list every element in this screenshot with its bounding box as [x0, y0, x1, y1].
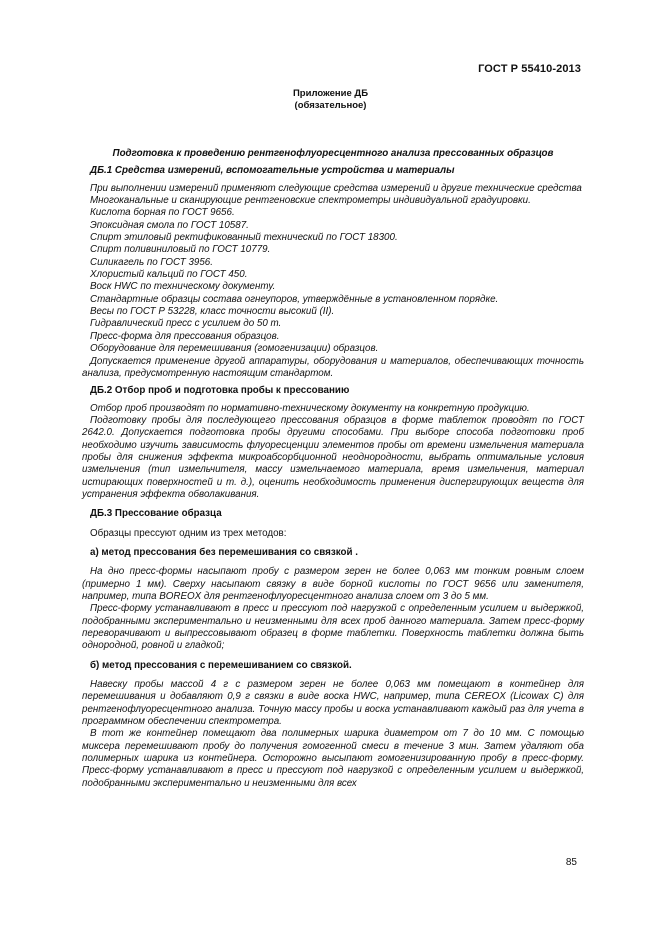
paragraph: Пресс-форму устанавливают в пресс и прессуют под нагрузкой с определенным усилием и выдержкой, подобранными экспериментально и неизменными для всех проб данного материала. Затем пресс-форму переворачивают и выпрессовывают образец в форме таблетки. Поверхность таблетки должна быть однородной, ровной и гладкой; — [82, 603, 584, 652]
section-heading-db2: ДБ.2 Отбор проб и подготовка пробы к прессованию — [90, 385, 350, 397]
list-item: Спирт поливиниловый по ГОСТ 10779. — [90, 244, 271, 256]
paragraph: Многоканальные и сканирующие рентгеновские спектрометры индивидуальной градуировки. — [90, 195, 531, 207]
appendix-title: Приложение ДБ — [292, 88, 369, 99]
paragraph: Подготовку пробы для последующего прессования образцов в форме таблеток проводят по ГОСТ 2642.0. Допускается подготовка пробы другими способами. При выборе способа подготовки проб необходимо изучить зависимость флуоресценции элементов пробы от времени измельчения материала пробы для снижения эффекта микроабсорбционной неоднородности, выбрать оптимальные условия измельчения (тип измельчителя, массу измельчаемого материала, время измельчения, материал истирающих поверхностей и т. д.), оценить необходимость применения диспергирующих веществ для устранения эффекта обволакивания. — [82, 414, 584, 500]
paragraph: Образцы прессуют одним из трех методов: — [90, 527, 287, 539]
paragraph: На дно пресс-формы насыпают пробу с размером зерен не более 0,063 мм тонким ровным слоем (примерно 1 мм). Сверху насыпают связку в виде борной кислоты по ГОСТ 9656 или заменителя, например, типа BOREOX для рентгенофлуоресцентного анализа слоем от 3 до 5 мм. — [82, 566, 584, 602]
paragraph: Навеску пробы массой 4 г с размером зерен не более 0,063 мм помещают в контейнер для перемешивания и добавляют 0,9 г связки в виде воска HWC, например, типа CEREOX (Licowax C) для рентгенофлуоресцентного анализа. Точную массу пробы и воска устанавливают каждый раз для учета в программном обеспечении спектрометра. — [82, 679, 584, 728]
page-number: 85 — [565, 857, 577, 868]
list-item: Силикагель по ГОСТ 3956. — [90, 256, 213, 268]
appendix-status: (обязательное) — [294, 100, 367, 111]
list-item: Гидравлический пресс с усилием до 50 т. — [90, 318, 282, 330]
list-item: Хлористый кальций по ГОСТ 450. — [90, 269, 248, 281]
main-title: Подготовка к проведению рентгенофлуоресцентного анализа прессованных образцов — [112, 148, 554, 159]
paragraph: При выполнении измерений применяют следующие средства измерений и другие технические средства — [90, 182, 582, 194]
method-b-heading: б) метод прессования с перемешиванием со связкой. — [90, 659, 352, 671]
section-heading-db1: ДБ.1 Средства измерений, вспомогательные устройства и материалы — [90, 165, 455, 177]
list-item: Пресс-форма для прессования образцов. — [90, 330, 280, 342]
section-heading-db3: ДБ.3 Прессование образца — [90, 508, 222, 520]
list-item: Эпоксидная смола по ГОСТ 10587. — [90, 219, 249, 231]
standard-number: ГОСТ Р 55410-2013 — [478, 63, 581, 75]
list-item: Стандартные образцы состава огнеупоров, утверждённые в установленном порядке. — [90, 293, 499, 305]
list-item: Весы по ГОСТ Р 53228, класс точности высокий (II). — [90, 306, 335, 318]
paragraph: В тот же контейнер помещают два полимерных шарика диаметром от 7 до 10 мм. С помощью миксера перемешивают пробу до получения гомогенной смеси в течение 3 мин. Затем удаляют оба полимерных шарика из контейнера. Осторожно высыпают гомогенизированную пробу в пресс-форму. Пресс-форму устанавливают в пресс и прессуют под нагрузкой с определенным усилием и выдержкой, подобранными экспериментально и неизменными для всех — [82, 728, 584, 789]
paragraph: Допускается применение другой аппаратуры, оборудования и материалов, обеспечивающих точность анализа, предусмотренную настоящим стандартом. — [82, 355, 584, 379]
list-item: Оборудование для перемешивания (гомогенизации) образцов. — [90, 343, 379, 355]
method-a-heading: а) метод прессования без перемешивания со связкой . — [90, 546, 358, 558]
list-item: Кислота борная по ГОСТ 9656. — [90, 207, 235, 219]
list-item: Спирт этиловый ректификованный технический по ГОСТ 18300. — [90, 232, 398, 244]
paragraph: Отбор проб производят по нормативно-техническому документу на конкретную продукцию. — [90, 402, 530, 414]
document-body — [82, 144, 584, 790]
list-item: Воск HWC по техническому документу. — [90, 281, 276, 293]
